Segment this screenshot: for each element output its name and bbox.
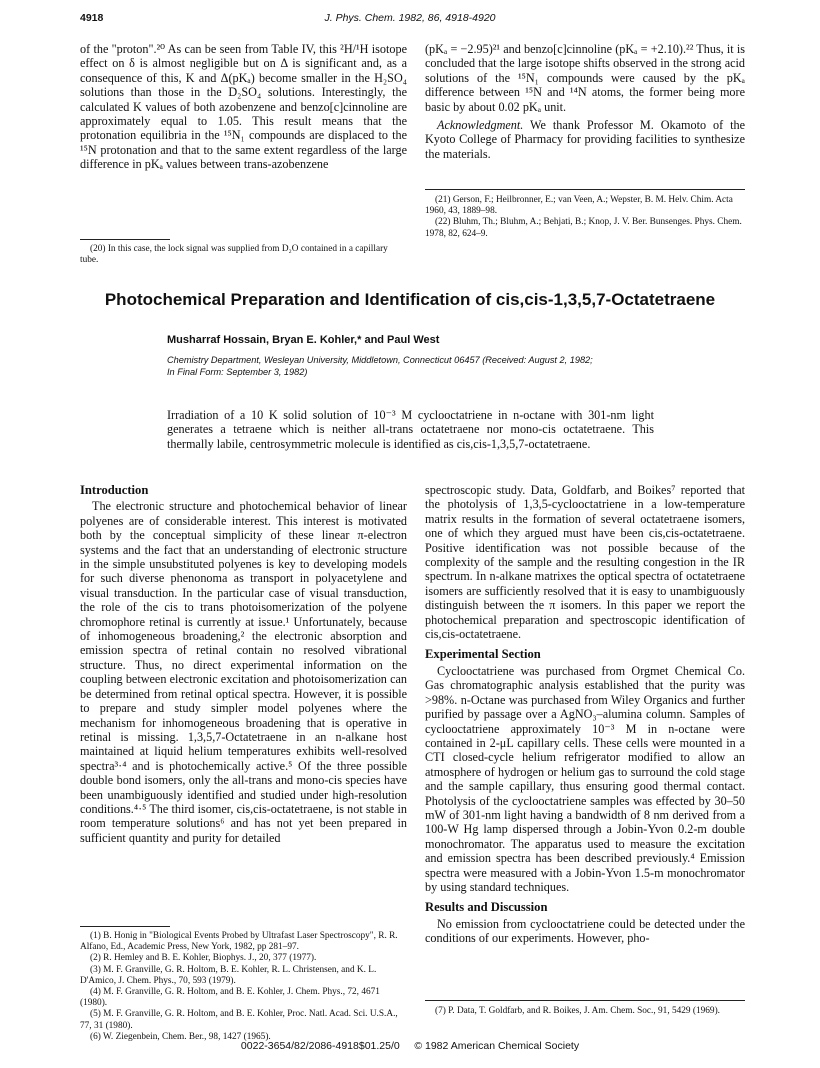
left-column (80, 483, 407, 845)
page-footer (0, 1040, 820, 1052)
footnotes-top-left (80, 244, 407, 266)
footnote-rule (425, 189, 745, 190)
footnote: (3) M. F. Granville, G. R. Holtom, B. E. Kohler, R. L. Christensen, and K. L. D'Amico, J. Chem. Phys., 70, 593 (1979). (80, 964, 377, 986)
continued-paragraph: of the "proton".²⁰ As can be seen from Table IV, this ²H/¹H isotope effect on δ is almost negligible but on Δ is significant and, as a consequence of this, K and Δ(pKₐ) become smaller in the H₂SO₄ solutions than those in the D₂SO₄ solutions. Interestingly, the calculated K values of both azobenzene and benzo[c]cinnoline are approximately equal to 1.05. This result means that the protonation equilibria in the ¹⁵N₁ compounds are displaced to the ¹⁵N protonation and that to the same extent regardless of the large difference in pKₐ values between trans-azobenzene (80, 42, 407, 172)
top-left-column (80, 42, 407, 172)
acknowledgment (425, 118, 745, 161)
footnote-rule (80, 239, 170, 240)
author-list: Musharraf Hossain, Bryan E. Kohler,* and Paul West (167, 334, 440, 346)
running-header-journal: J. Phys. Chem. 1982, 86, 4918-4920 (324, 12, 496, 24)
footnote: (22) Bluhm, Th.; Bluhm, A.; Behjati, B.; Knop, J. V. Ber. Bunsenges. Phys. Chem. 1978, 82, 624–9. (425, 217, 742, 239)
footnote: (7) P. Data, T. Goldfarb, and R. Boikes, J. Am. Chem. Soc., 91, 5429 (1969). (435, 1006, 720, 1016)
continued-paragraph: (pKₐ = −2.95)²¹ and benzo[c]cinnoline (pKₐ = +2.10).²² Thus, it is concluded that the large isotope shifts observed in the strong acid solutions of the ¹⁵N₁ compounds were caused by the pKₐ difference between ¹⁵N and ¹⁴N atoms, the former being more basic by about 0.02 pKₐ unit. (425, 42, 745, 114)
section-heading-results: Results and Discussion (425, 900, 548, 915)
footnote: (21) Gerson, F.; Heilbronner, E.; van Veen, A.; Wepster, B. M. Helv. Chim. Acta 1960, 43, 1889–98. (425, 195, 733, 217)
article-title: Photochemical Preparation and Identification of cis,cis-1,3,5,7-Octatetraene (104, 290, 716, 309)
introduction-text: The electronic structure and photochemical behavior of linear polyenes are of considerable interest. This interest is motivated both by the conceptual simplicity of these linear π-electron systems and the fact that an understanding of electronic structure in the simple unsubstituted polyenes is key to developing models for such diverse phenonoma as transport in polyacetylene and visual transduction. In the particular case of visual transduction, the role of the cis to trans photoisomerization of the polyene chromophore retinal is currently at issue.¹ Unfortunately, because of inhomogeneous broadening,² the electronic absorption and emission spectra of retinal contain no resolved vibrational structure. Thus, no direct experimental information on the coupling between electronic excitation and photoisomerization can be determined from retinal optical spectra. However, it is possible to prepare and study simpler model polyenes where the mechanism for inhomogeneous broadening that is operative in retinal is missing. 1,3,5,7-Octatetraene in an n-alkane host maintained at liquid helium temperatures exhibits well-resolved spectra³·⁴ and is photochemically active.⁵ Of the three possible double bond isomers, only the all-trans and mono-cis species have been unambiguously identified and studied under high-resolution conditions.⁴·⁵ The third isomer, cis,cis-octatetraene, is not stable in room temperature solutions⁶ and has not yet been prepared in sufficient quantity and purity for detailed (80, 499, 407, 845)
footnote: (1) B. Honig in "Biological Events Probed by Ultrafast Laser Spectroscopy", R. R. Alfano, Ed., Academic Press, New York, 1982, pp 281–97. (80, 931, 398, 953)
footnote-rule (425, 1000, 745, 1001)
continued-paragraph: spectroscopic study. Data, Goldfarb, and Boikes⁷ reported that the photolysis of 1,3,5-cyclooctatriene in a low-temperature matrix results in the formation of several octatetraene isomers, one of which they argued must have been cis,cis-octatetraene. Positive identification was not possible because of the complexity of the sample and the resulting congestion in the IR spectrum. In n-alkane matrixes the optical spectra of octatetraene isomers are sufficiently resolved that it is easy to unambiguously distinguish between the π isomers. In this paper we report the photochemical preparation and spectroscopic identification of cis,cis-octatetraene. (425, 483, 745, 642)
copyright: © 1982 American Chemical Society (414, 1040, 580, 1052)
top-right-column (425, 42, 745, 161)
experimental-text: Cyclooctatriene was purchased from Orgmet Chemical Co. Gas chromatographic analysis established that the purity was >98%. n-Octane was purchased from Wiley Organics and further purified by passage over a AgNO₃–alumina column. Samples of cyclooctatriene approximately 10⁻³ M in n-octane were contained in 2-μL capillary cells. These cells were mounted in a CTI closed-cycle helium refrigerator modified to allow an atmosphere of hydrogen or helium gas to surround the cold stage and the sample capillary, thus ensuring good thermal contact. Photolysis of the cyclooctatriene samples was effected by 30–50 mW of 301-nm light having a bandwidth of 8 nm derived from a 100-W Hg lamp dispersed through a Jobin-Yvon 0.2-m double monochromator. The apparatus used to measure the excitation and emission spectra has been described previously.⁴ Emission spectra were measured with a Jobin-Yvon 1.5-m monochromator by using standard techniques. (425, 663, 745, 894)
footnotes-top-right (425, 195, 745, 240)
affiliation-line: Chemistry Department, Wesleyan University, Middletown, Connecticut 06457 (Received: August 2, 1982; (167, 355, 593, 365)
abstract: Irradiation of a 10 K solid solution of 10⁻³ M cyclooctatriene in n-octane with 301-nm light generates a tetraene which is neither all-trans octatetraene nor mono-cis octatetraene. This thermally labile, centrosymmetric molecule is identified as cis,cis-1,3,5,7-octatetraene. (167, 408, 654, 451)
affiliation (167, 354, 667, 379)
footnote: (6) W. Ziegenbein, Chem. Ber., 98, 1427 (1965). (90, 1031, 271, 1042)
section-heading-experimental: Experimental Section (425, 647, 541, 662)
footnotes-right (425, 1006, 745, 1017)
footnote: (4) M. F. Granville, G. R. Holtom, and B. E. Kohler, J. Chem. Phys., 72, 4671 (1980). (80, 987, 380, 1009)
issn-code: 0022-3654/82/2086-4918$01.25/0 (240, 1040, 400, 1052)
right-column (425, 483, 745, 946)
results-text: No emission from cyclooctatriene could be detected under the conditions of our experiments. However, pho- (425, 916, 745, 946)
footnote: (5) M. F. Granville, G. R. Holtom, and B. E. Kohler, Proc. Natl. Acad. Sci. U.S.A., 77, 31 (1980). (80, 1009, 398, 1031)
footnote: (2) R. Hemley and B. E. Kohler, Biophys. J., 20, 377 (1977). (90, 953, 317, 964)
section-heading-introduction: Introduction (80, 483, 149, 497)
affiliation-line: In Final Form: September 3, 1982) (167, 367, 308, 378)
footnote-rule (80, 926, 170, 927)
acknowledgment-text: We thank Professor M. Okamoto of the Kyoto College of Pharmacy for providing facilities to synthesize the materials. (425, 118, 745, 161)
footnote: (20) In this case, the lock signal was supplied from D₂O contained in a capillary tube. (80, 244, 388, 266)
acknowledgment-label: Acknowledgment. (437, 118, 524, 133)
footnotes-left (80, 931, 407, 1043)
page-number: 4918 (80, 12, 104, 24)
